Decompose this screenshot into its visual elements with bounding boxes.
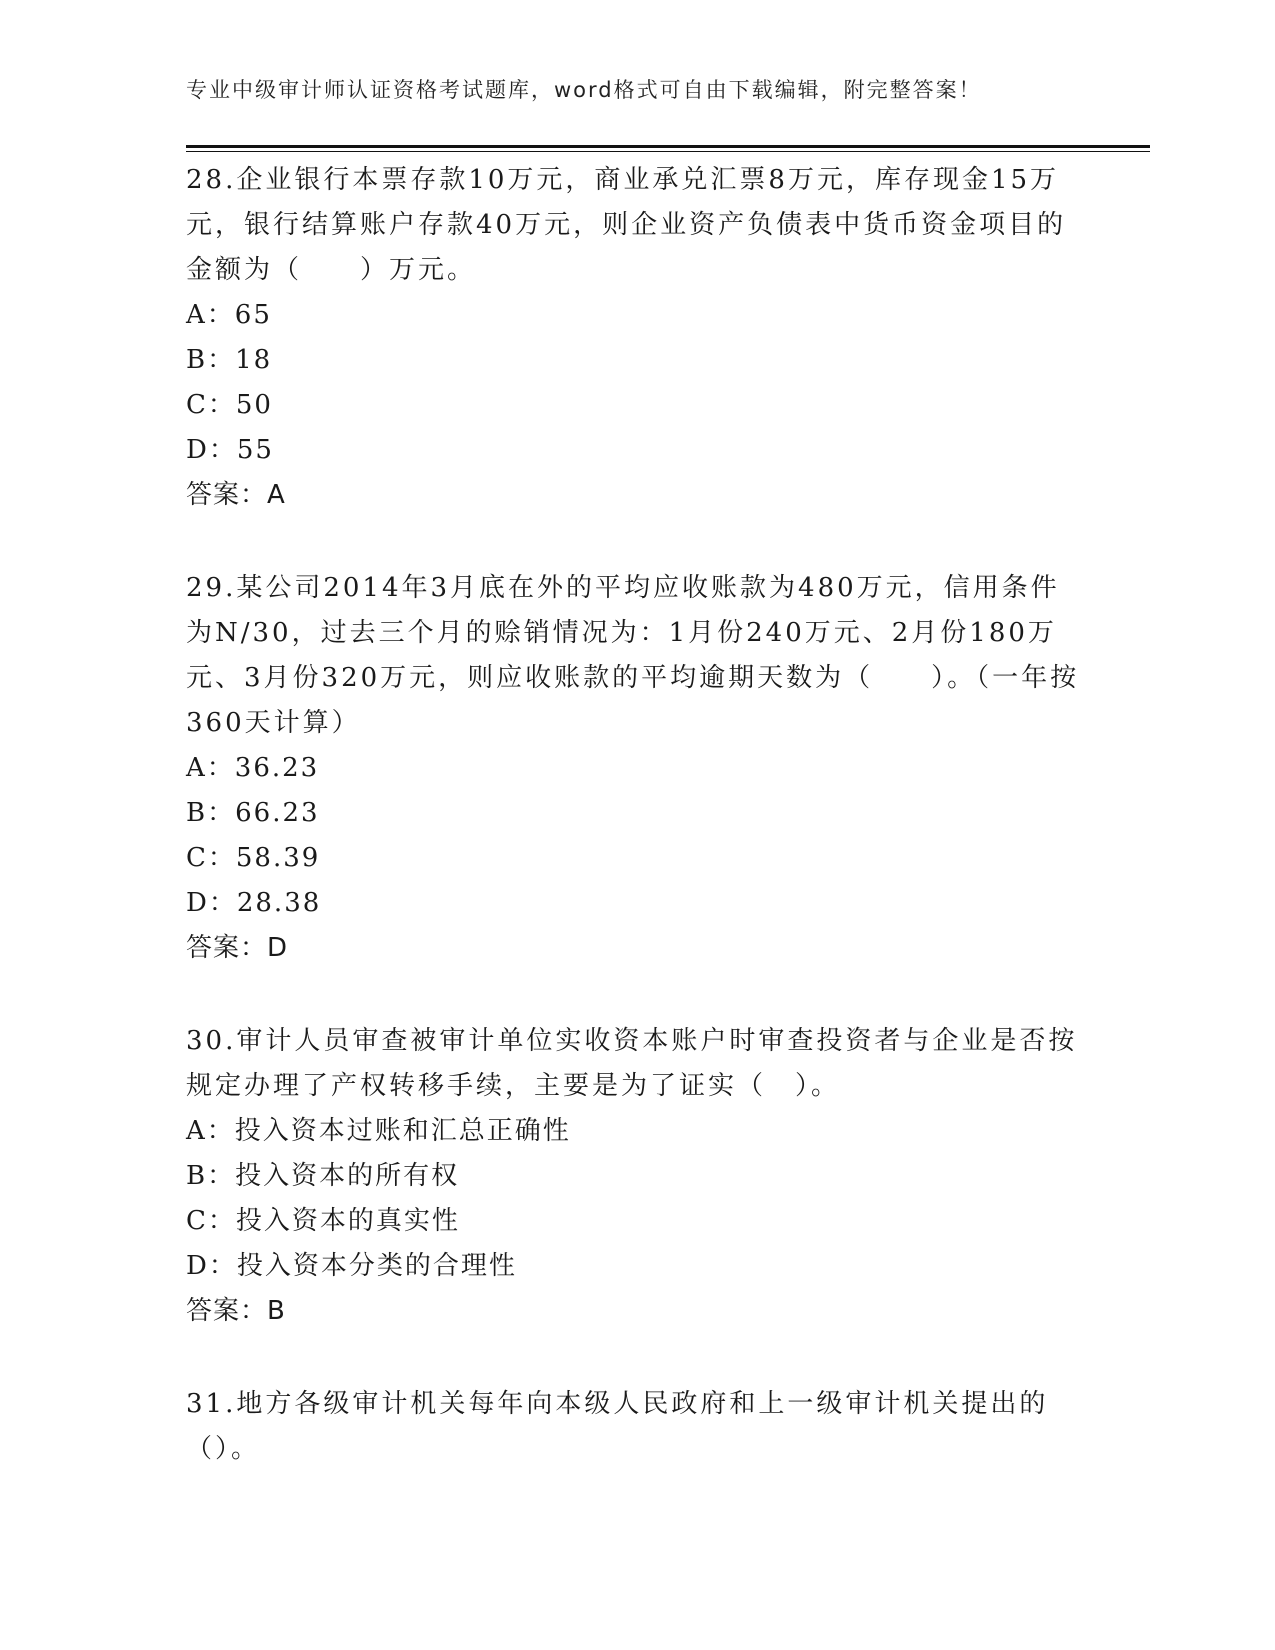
option-d: D：28.38	[186, 888, 322, 918]
option-c: C：58.39	[186, 843, 321, 873]
question-list	[186, 158, 1086, 1520]
question-28	[186, 158, 1086, 518]
question-stem: 29.某公司2014年3月底在外的平均应收账款为480万元，信用条件为N/30，过去三个月的赊销情况为：1月份240万元、2月份180万元、3月份320万元，则应收账款的平均逾期天数为（ ）。（一年按360天计算）	[186, 573, 1080, 738]
option-a: A：36.23	[186, 753, 320, 783]
question-stem: 28.企业银行本票存款10万元，商业承兑汇票8万元，库存现金15万元，银行结算账户存款40万元，则企业资产负债表中货币资金项目的金额为（ ）万元。	[186, 165, 1067, 285]
option-b: B：投入资本的所有权	[186, 1161, 460, 1191]
option-c: C：50	[186, 390, 273, 420]
answer: 答案：D	[186, 933, 289, 963]
question-stem: 31.地方各级审计机关每年向本级人民政府和上一级审计机关提出的（）。	[186, 1389, 1049, 1464]
option-d: D：55	[186, 435, 274, 465]
option-d: D：投入资本分类的合理性	[186, 1251, 517, 1281]
question-30	[186, 1019, 1086, 1334]
page-header: 专业中级审计师认证资格考试题库，word格式可自由下载编辑，附完整答案！	[186, 78, 982, 102]
question-31	[186, 1382, 1086, 1472]
option-c: C：投入资本的真实性	[186, 1206, 460, 1236]
answer: 答案：B	[186, 1296, 286, 1326]
header-rule-thick	[186, 145, 1150, 148]
option-a: A：投入资本过账和汇总正确性	[186, 1116, 571, 1146]
option-b: B：66.23	[186, 798, 320, 828]
question-stem: 30.审计人员审查被审计单位实收资本账户时审查投资者与企业是否按规定办理了产权转移手续，主要是为了证实（ ）。	[186, 1026, 1078, 1101]
answer: 答案：A	[186, 480, 286, 510]
option-a: A：65	[186, 300, 272, 330]
option-b: B：18	[186, 345, 273, 375]
question-29	[186, 566, 1086, 971]
header-rule-thin	[186, 151, 1150, 152]
